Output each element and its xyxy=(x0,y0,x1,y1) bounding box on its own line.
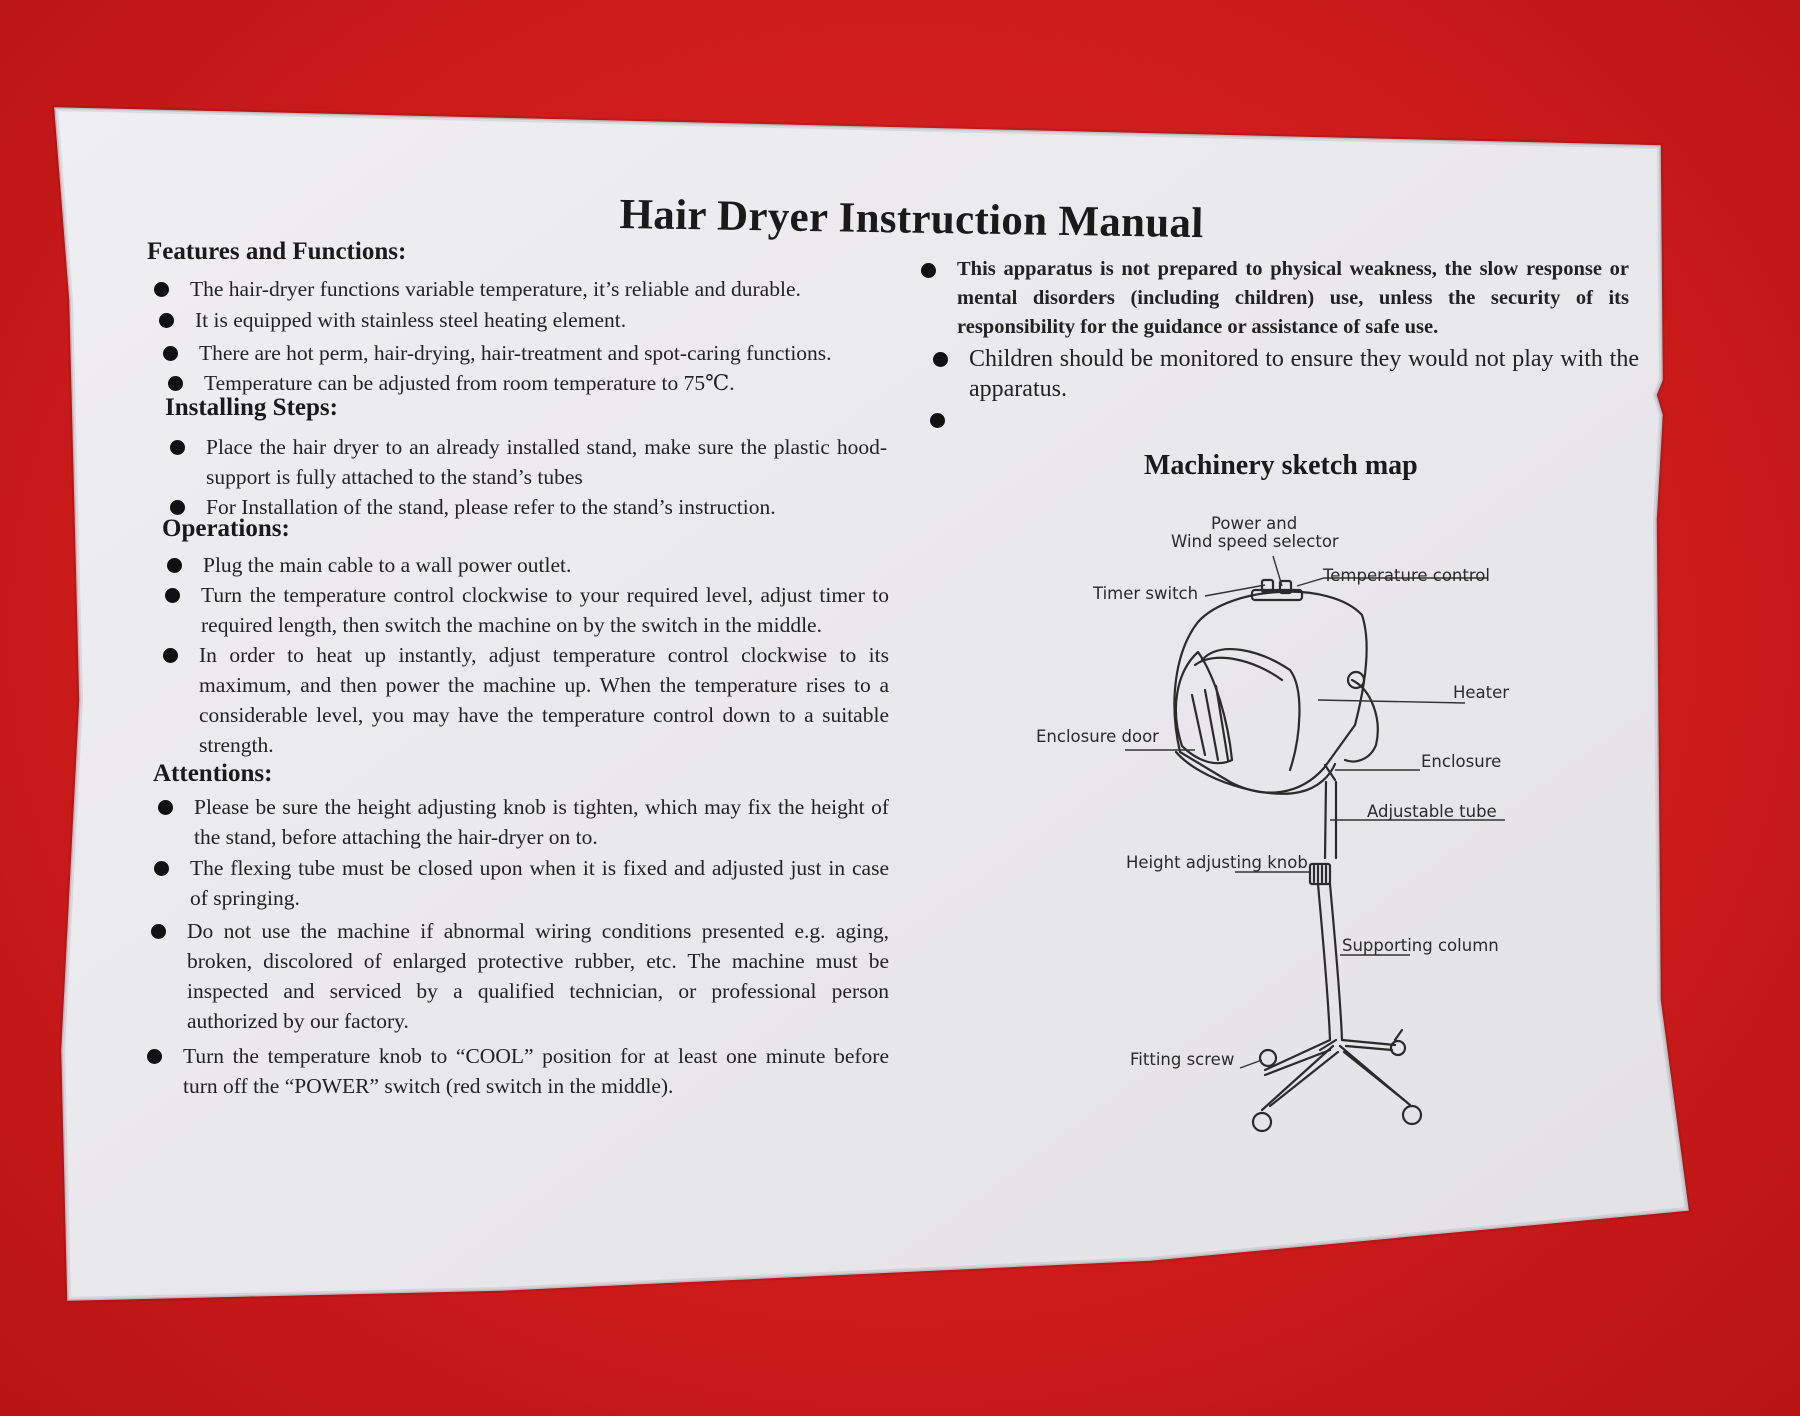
caster-wheel xyxy=(1260,1050,1276,1066)
hood-outline xyxy=(1174,592,1366,793)
warning-item: This apparatus is not prepared to physical weakness, the slow response or mental disorders (including children) use, unless the security of its responsibility for the guidance or assistance of safe use. xyxy=(957,255,1629,342)
list-item: Plug the main cable to a wall power outlet. xyxy=(203,550,889,580)
label-height-adjusting-knob: Height adjusting knob xyxy=(1126,853,1308,872)
list-item: Turn the temperature control clockwise to your required level, adjust timer to required length, then switch the machine on by the switch in the middle. xyxy=(201,580,889,640)
label-supporting-column: Supporting column xyxy=(1342,936,1499,955)
label-power-line2: Wind speed selector xyxy=(1171,532,1339,551)
list-item: Do not use the machine if abnormal wiring conditions presented e.g. aging, broken, discolored of enlarged protective rubber, etc. The machine must be inspected and serviced by a qualified technician, or professional person authorized by our factory. xyxy=(187,916,889,1036)
label-fitting-screw: Fitting screw xyxy=(1130,1050,1235,1069)
attentions-heading: Attentions: xyxy=(153,760,273,787)
label-heater: Heater xyxy=(1453,683,1510,702)
list-item: It is equipped with stainless steel heating element. xyxy=(195,305,895,335)
list-item: The flexing tube must be closed upon when it is fixed and adjusted just in case of springing. xyxy=(190,853,889,913)
operations-heading: Operations: xyxy=(162,515,290,542)
label-enclosure-door: Enclosure door xyxy=(1036,727,1159,746)
label-temperature-control: Temperature control xyxy=(1323,566,1490,585)
list-item: For Installation of the stand, please refer to the stand’s instruction. xyxy=(206,492,906,522)
label-enclosure: Enclosure xyxy=(1421,752,1502,771)
label-power-line1: Power and xyxy=(1211,514,1298,533)
supporting-column xyxy=(1325,782,1326,858)
label-timer-switch: Timer switch xyxy=(1093,584,1199,603)
list-item: Please be sure the height adjusting knob is tighten, which may fix the height of the stand, before attaching the hair-dryer on to. xyxy=(194,792,889,852)
features-heading: Features and Functions: xyxy=(147,238,407,265)
warning-item: Children should be monitored to ensure they would not play with the apparatus. xyxy=(969,344,1639,404)
list-item: There are hot perm, hair-drying, hair-treatment and spot-caring functions. xyxy=(199,338,899,368)
list-item: Place the hair dryer to an already installed stand, make sure the plastic hood-support is fully attached to the stand’s tubes xyxy=(206,432,887,492)
sketch-title: Machinery sketch map xyxy=(1144,450,1418,481)
list-item: Turn the temperature knob to “COOL” position for at least one minute before turn off the “POWER” switch (red switch in the middle). xyxy=(183,1041,889,1101)
page-title: Hair Dryer Instruction Manual xyxy=(619,190,1204,248)
list-item: Temperature can be adjusted from room temperature to 75℃. xyxy=(204,368,904,398)
list-item: In order to heat up instantly, adjust temperature control clockwise to its maximum, and then power the machine up. When the temperature rises to a considerable level, you may have the temperature control down to a suitable strength. xyxy=(199,640,889,760)
label-adjustable-tube: Adjustable tube xyxy=(1367,802,1497,821)
installing-heading: Installing Steps: xyxy=(165,394,338,421)
list-item: The hair-dryer functions variable temperature, it’s reliable and durable. xyxy=(190,274,890,304)
